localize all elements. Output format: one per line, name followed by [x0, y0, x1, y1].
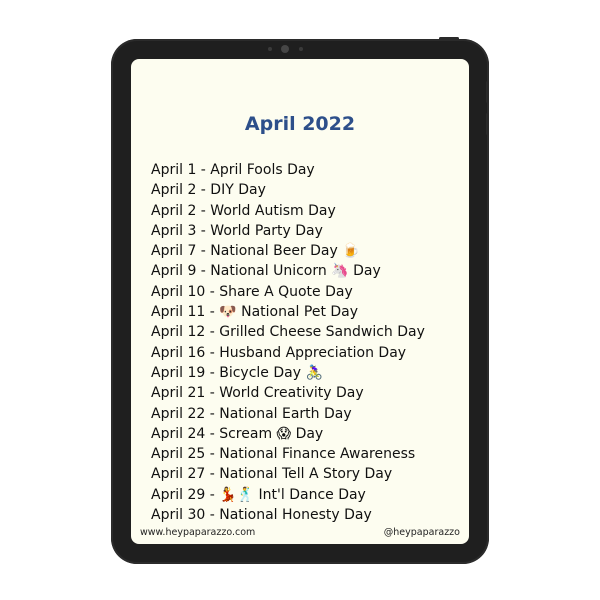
list-item: April 2 - DIY Day	[151, 182, 266, 199]
list-item: April 9 - National Unicorn 🦄 Day	[151, 263, 381, 280]
social-handle[interactable]: @heypaparazzo	[383, 527, 460, 538]
list-item: April 2 - World Autism Day	[151, 202, 336, 219]
list-item: April 12 - Grilled Cheese Sandwich Day	[151, 324, 425, 341]
volume-up-button	[486, 81, 489, 103]
list-item: April 21 - World Creativity Day	[151, 385, 364, 402]
list-item: April 24 - Scream 😱 Day	[151, 425, 324, 442]
list-item: April 29 - 💃🕺 Int'l Dance Day	[151, 486, 366, 503]
front-camera-icon	[281, 45, 289, 53]
power-button	[439, 37, 459, 40]
list-item: April 22 - National Earth Day	[151, 405, 352, 422]
list-item: April 16 - Husband Appreciation Day	[151, 344, 407, 361]
list-item: April 25 - National Finance Awareness	[151, 446, 416, 463]
volume-down-button	[486, 113, 489, 135]
event-list	[151, 160, 461, 525]
list-item: April 11 - 🐶 National Pet Day	[151, 304, 359, 321]
tablet-screen	[131, 59, 469, 544]
list-item: April 30 - National Honesty Day	[151, 507, 372, 524]
list-item: April 19 - Bicycle Day 🚴‍♀️	[151, 364, 323, 381]
website-link[interactable]: www.heypaparazzo.com	[140, 527, 256, 538]
list-item: April 7 - National Beer Day 🍺	[151, 243, 360, 260]
sensor-dot-icon	[268, 47, 272, 51]
sensor-dot-icon	[299, 47, 303, 51]
list-item: April 10 - Share A Quote Day	[151, 283, 353, 300]
list-item: April 1 - April Fools Day	[151, 162, 315, 178]
list-item: April 27 - National Tell A Story Day	[151, 466, 393, 483]
page-title: April 2022	[244, 113, 356, 135]
tablet-frame	[111, 39, 489, 564]
list-item: April 3 - World Party Day	[151, 222, 323, 239]
